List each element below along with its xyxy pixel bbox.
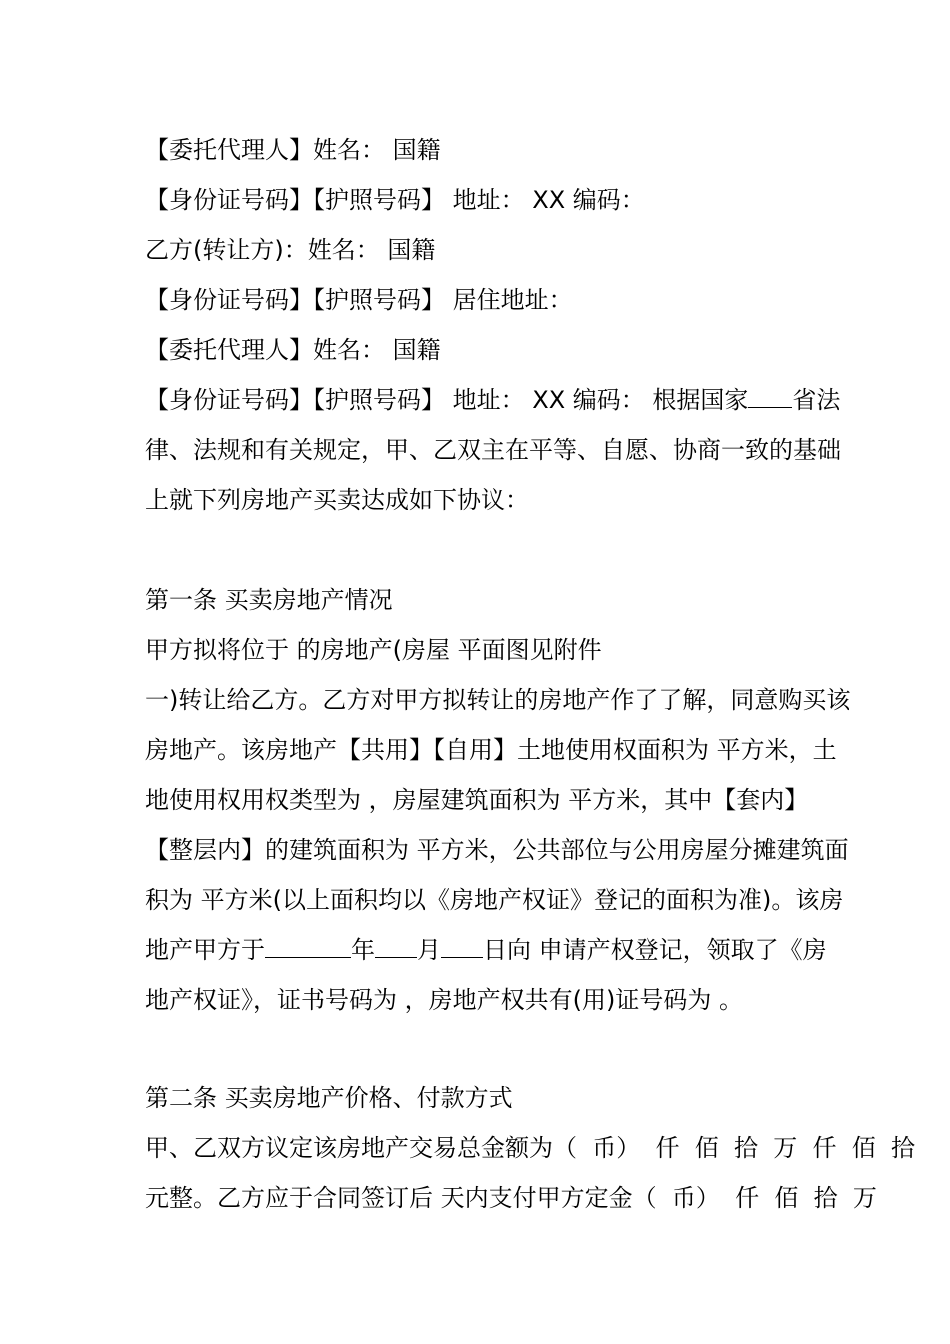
fill-blank <box>441 935 483 958</box>
text-segment: 【身份证号码】【护照号码】 地址： XX 编码： 根据国家 <box>145 386 749 414</box>
text-line: 【身份证号码】【护照号码】 居住地址： <box>145 286 573 314</box>
text-line: 积为 平方米(以上面积均以《房地产权证》登记的面积为准)。该房 <box>145 886 844 914</box>
fill-blank <box>265 935 351 958</box>
text-segment: 省法 <box>792 386 841 414</box>
text-line: 甲、乙双方议定该房地产交易总金额为（ 币） 仟 佰 拾 万 仟 佰 拾 <box>145 1134 916 1162</box>
text-line: 【委托代理人】姓名： 国籍 <box>145 336 441 364</box>
text-line: 【整层内】的建筑面积为 平方米，公共部位与公用房屋分摊建筑面 <box>145 836 849 864</box>
text-line <box>145 385 841 415</box>
text-line: 一)转让给乙方。乙方对甲方拟转让的房地产作了了解，同意购买该 <box>145 686 851 714</box>
section-heading: 第二条 买卖房地产价格、付款方式 <box>145 1084 513 1112</box>
text-segment: 月 <box>417 936 441 964</box>
text-line: 地使用权用权类型为 ，房屋建筑面积为 平方米，其中【套内】 <box>145 786 809 814</box>
section-heading: 第一条 买卖房地产情况 <box>145 586 393 614</box>
text-line: 乙方(转让方)：姓名： 国籍 <box>145 236 436 264</box>
text-line <box>145 935 827 965</box>
text-segment: 地产甲方于 <box>145 936 265 964</box>
text-segment: 年 <box>351 936 375 964</box>
fill-blank <box>375 935 417 958</box>
text-line: 房地产。该房地产【共用】【自用】土地使用权面积为 平方米，土 <box>145 736 837 764</box>
text-line: 上就下列房地产买卖达成如下协议： <box>145 486 529 514</box>
fill-blank <box>748 385 792 408</box>
text-line: 【委托代理人】姓名： 国籍 <box>145 136 441 164</box>
text-line: 元整。乙方应于合同签订后 天内支付甲方定金（ 币） 仟 佰 拾 万 <box>145 1184 877 1212</box>
text-line: 地产权证》，证书号码为 ，房地产权共有(用)证号码为 。 <box>145 986 743 1014</box>
text-segment: 日向 申请产权登记，领取了《房 <box>483 936 827 964</box>
text-line: 律、法规和有关规定，甲、乙双主在平等、自愿、协商一致的基础 <box>145 436 841 464</box>
text-line: 甲方拟将位于 的房地产(房屋 平面图见附件 <box>145 636 602 664</box>
text-line: 【身份证号码】【护照号码】 地址： XX 编码： <box>145 186 645 214</box>
